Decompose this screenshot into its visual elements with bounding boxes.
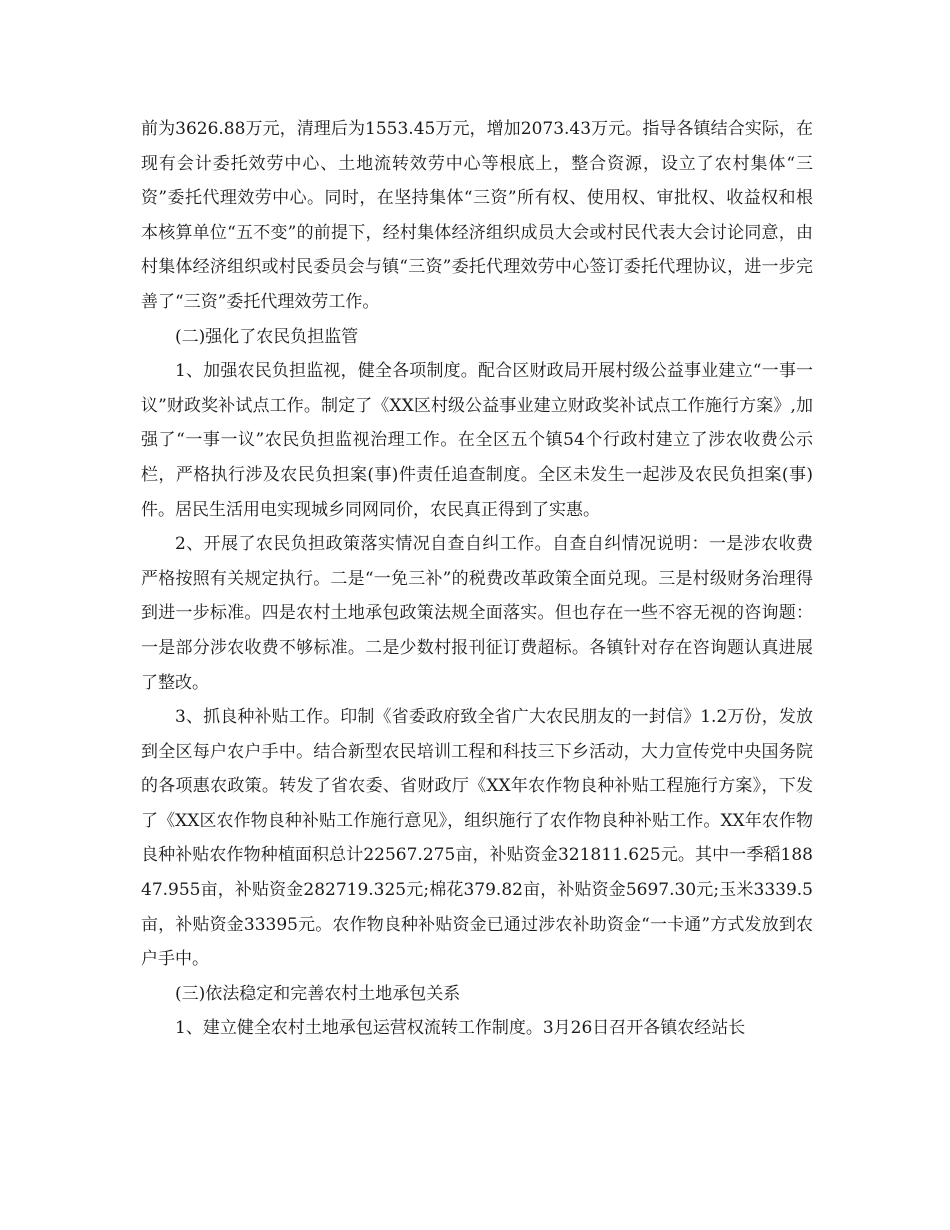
paragraph-continuation: 前为3626.88万元，清理后为1553.45万元，增加2073.43万元。指导各镇结合实际，在现有会计委托效劳中心、土地流转效劳中心等根底上，整合资源，设立了农村集体“三资”委托代理效劳中心。同时，在坚持集体“三资”所有权、使用权、审批权、收益权和根本核算单位“五不变”的前提下，经村集体经济组织成员大会或村民代表大会讨论同意，由村集体经济组织或村民委员会与镇“三资”委托代理效劳中心签订委托代理协议，进一步完善了“三资”委托代理效劳工作。 — [141, 119, 813, 312]
paragraph-seed-subsidy: 3、抓良种补贴工作。印制《省委政府致全省广大农民朋友的一封信》1.2万份，发放到全区每户农户手中。结合新型农民培训工程和科技三下乡活动，大力宣传党中央国务院的各项惠农政策。转发了省农委、省财政厅《XX年农作物良种补贴工程施行方案》，下发了《XX区农作物良种补贴工作施行意见》，组织施行了农作物良种补贴工作。XX年农作物良种补贴农作物种植面积总计22567.275亩，补贴资金321811.625元。其中一季稻18847.955亩，补贴资金282719.325元;棉花379.82亩，补贴资金5697.30元;玉米3339.5亩，补贴资金33395元。农作物良种补贴资金已通过涉农补助资金“一卡通”方式发放到农户手中。 — [141, 707, 813, 970]
paragraph-burden-supervision: 1、加强农民负担监视，健全各项制度。配合区财政局开展村级公益事业建立“一事一议”财政奖补试点工作。制定了《XX区村级公益事业建立财政奖补试点工作施行方案》,加强了“一事一议”农民负担监视治理工作。在全区五个镇54个行政村建立了涉农收费公示栏，严格执行涉及农民负担案(事)件责任追查制度。全区未发生一起涉及农民负担案(事)件。居民生活用电实现城乡同网同价，农民真正得到了实惠。 — [141, 361, 813, 520]
section-heading-farmer-burden: (二)强化了农民负担监管 — [175, 326, 359, 347]
paragraph-self-inspection: 2、开展了农民负担政策落实情况自查自纠工作。自查自纠情况说明：一是涉农收费严格按照有关规定执行。二是“一免三补”的税费改革政策全面兑现。三是村级财务治理得到进一步标准。四是农村土地承包政策法规全面落实。但也存在一些不容无视的咨询题：一是部分涉农收费不够标准。二是少数村报刊征订费超标。各镇针对存在咨询题认真进展了整改。 — [141, 534, 813, 693]
document-body — [141, 112, 813, 1046]
section-heading-land-contract: (三)依法稳定和完善农村土地承包关系 — [175, 983, 461, 1004]
paragraph-land-transfer: 1、建立健全农村土地承包运营权流转工作制度。3月26日召开各镇农经站长 — [175, 1018, 746, 1039]
